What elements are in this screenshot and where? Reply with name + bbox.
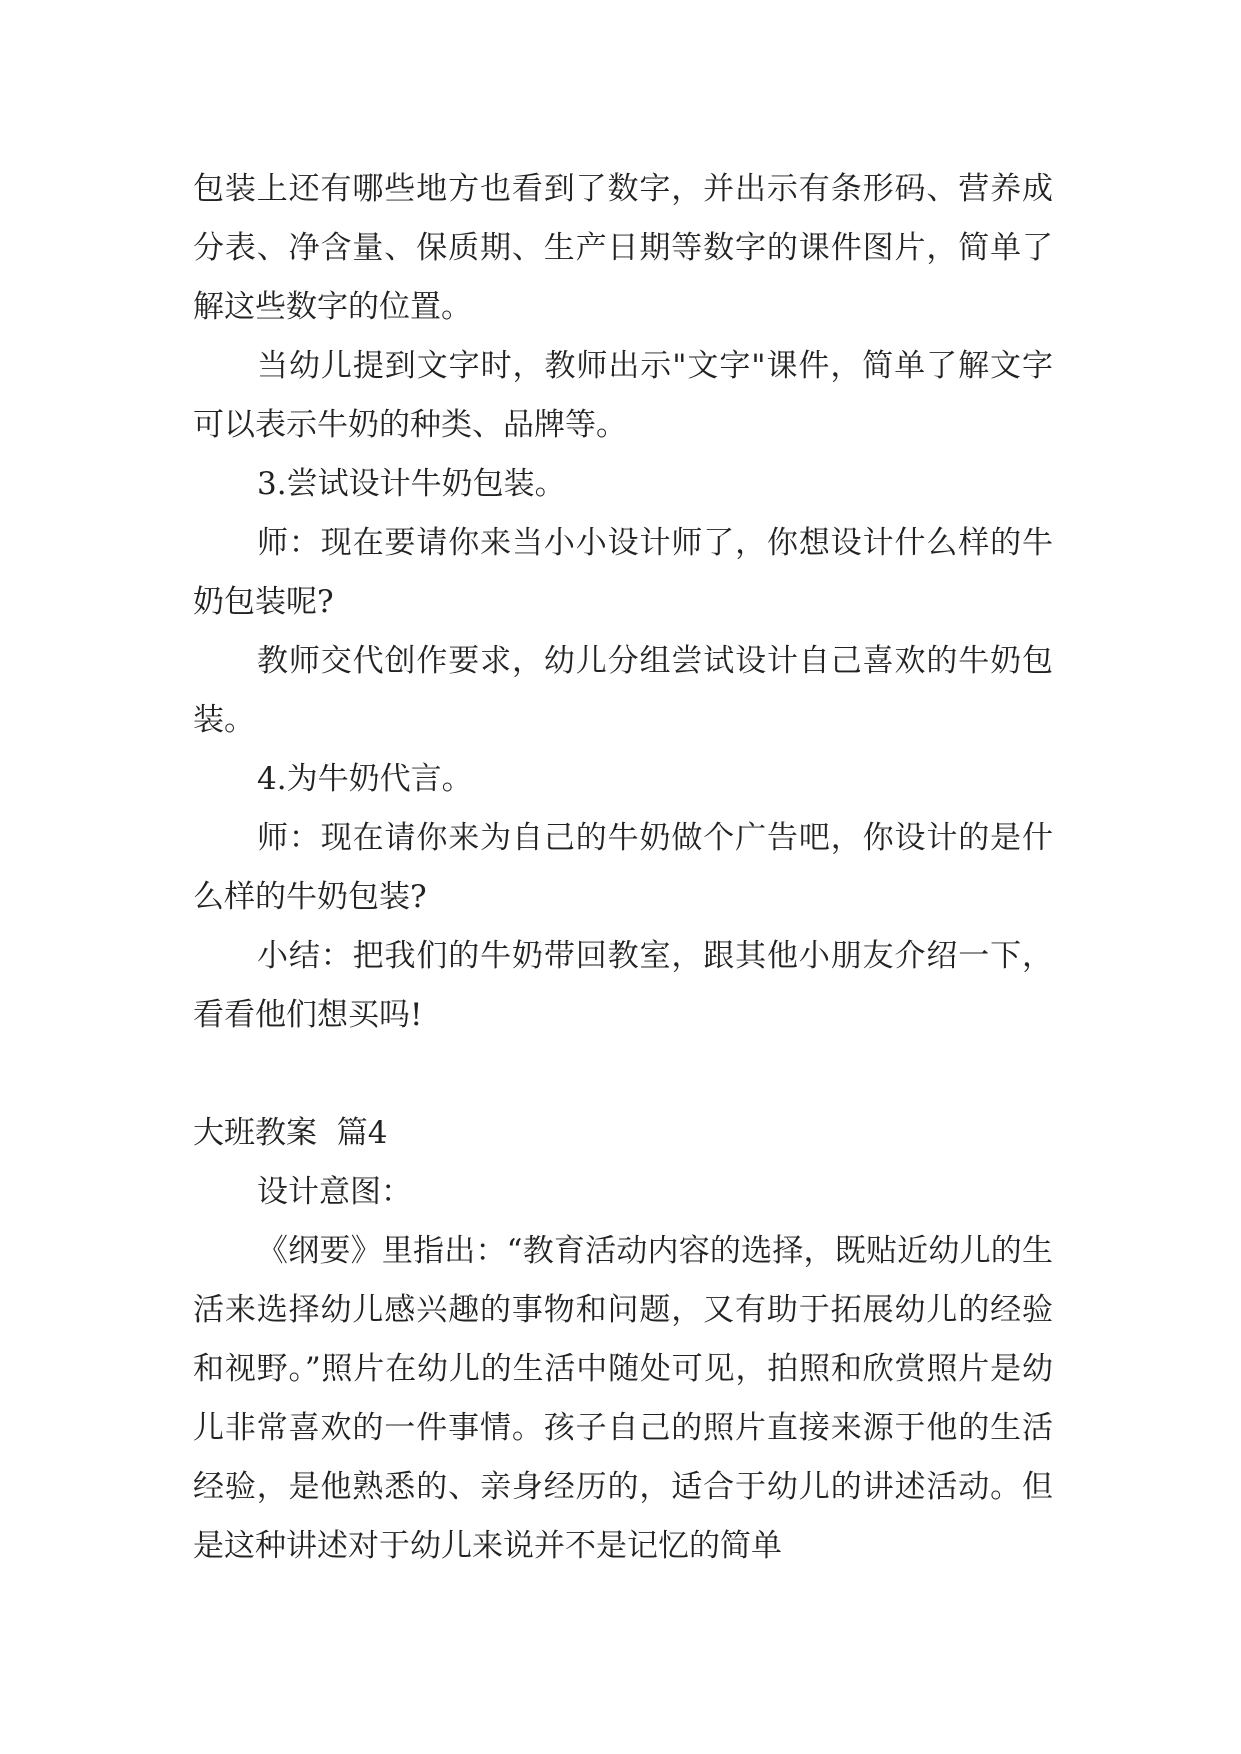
subheading: 设计意图： <box>257 1174 412 1210</box>
paragraph: 教师交代创作要求，幼儿分组尝试设计自己喜欢的牛奶包装。 <box>193 643 1053 738</box>
paragraph: 师：现在请你来为自己的牛奶做个广告吧，你设计的是什么样的牛奶包装? <box>193 820 1053 915</box>
paragraph: 当幼儿提到文字时，教师出示"文字"课件，简单了解文字可以表示牛奶的种类、品牌等。 <box>193 348 1053 443</box>
section-heading: 大班教案 篇4 <box>193 1115 388 1151</box>
paragraph: 包装上还有哪些地方也看到了数字，并出示有条形码、营养成分表、净含量、保质期、生产日期等数字的课件图片，简单了解这些数字的位置。 <box>193 171 1053 325</box>
step-heading: 4.为牛奶代言。 <box>257 761 473 797</box>
paragraph: 《纲要》里指出：“教育活动内容的选择，既贴近幼儿的生活来选择幼儿感兴趣的事物和问题，又有助于拓展幼儿的经验和视野。”照片在幼儿的生活中随处可见，拍照和欣赏照片是幼儿非常喜欢的一件事情。孩子自己的照片直接来源于他的生活经验，是他熟悉的、亲身经历的，适合于幼儿的讲述活动。但是这种讲述对于幼儿来说并不是记忆的简单 <box>193 1233 1053 1564</box>
summary-paragraph: 小结：把我们的牛奶带回教室，跟其他小朋友介绍一下，看看他们想买吗! <box>193 938 1053 1033</box>
document-body <box>193 160 1053 1576</box>
step-heading: 3.尝试设计牛奶包装。 <box>257 466 566 502</box>
paragraph: 师：现在要请你来当小小设计师了，你想设计什么样的牛奶包装呢? <box>193 525 1053 620</box>
